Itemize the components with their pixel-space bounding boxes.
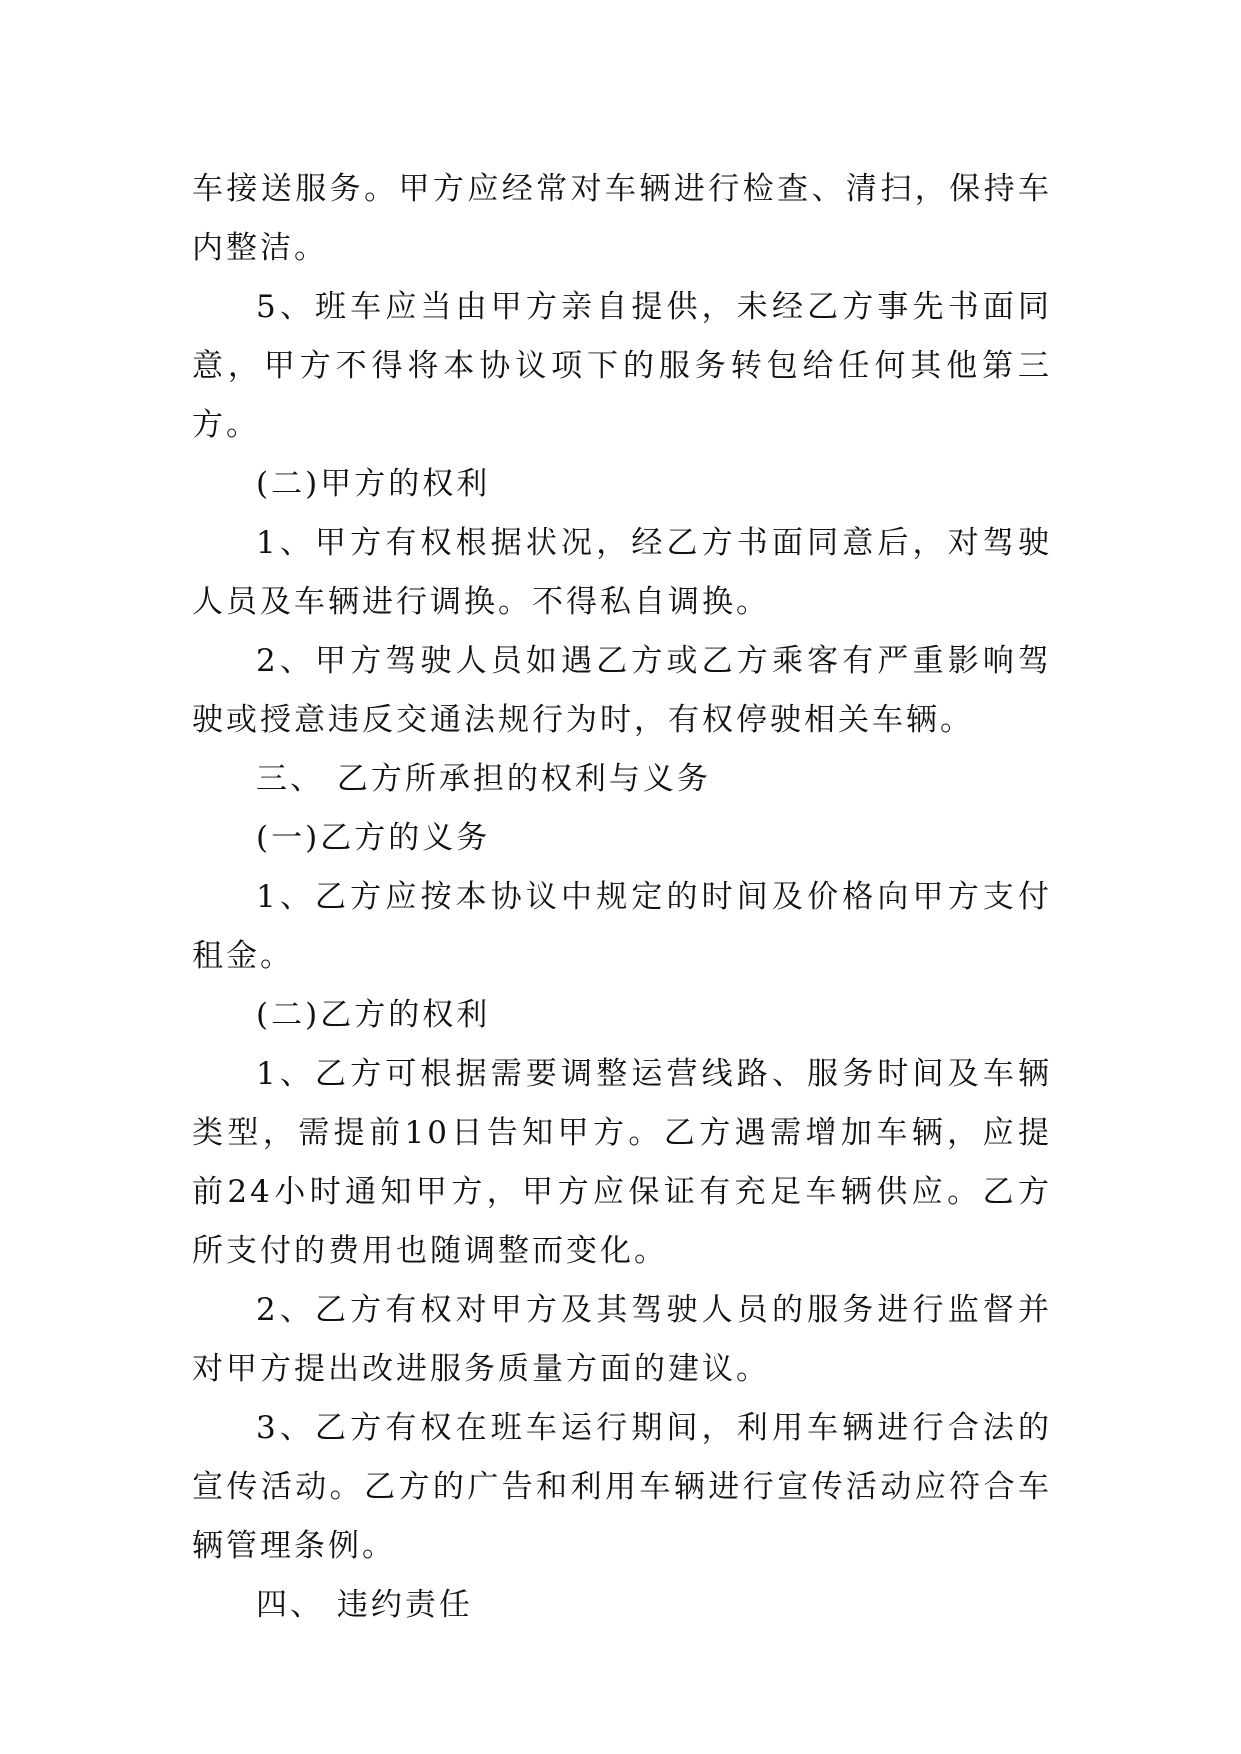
paragraph-party-b-right-1: 1、乙方可根据需要调整运营线路、服务时间及车辆类型，需提前10日告知甲方。乙方遇需增加车辆，应提前24小时通知甲方，甲方应保证有充足车辆供应。乙方所支付的费用也随调整而变化。 — [192, 1056, 1052, 1269]
heading-party-b-rights: (二)乙方的权利 — [256, 997, 491, 1033]
heading-section-4-liability: 四、 违约责任 — [256, 1587, 473, 1623]
paragraph-party-b-right-2: 2、乙方有权对甲方及其驾驶人员的服务进行监督并对甲方提出改进服务质量方面的建议。 — [192, 1292, 1052, 1387]
heading-party-b-obligations: (一)乙方的义务 — [256, 820, 491, 856]
paragraph-bus-service-cleaning: 车接送服务。甲方应经常对车辆进行检查、清扫，保持车内整洁。 — [192, 171, 1052, 266]
paragraph-clause-5-no-subcontract: 5、班车应当由甲方亲自提供，未经乙方事先书面同意，甲方不得将本协议项下的服务转包给任何其他第三方。 — [192, 289, 1052, 443]
document-body — [192, 160, 1052, 1635]
paragraph-party-b-obligation-1: 1、乙方应按本协议中规定的时间及价格向甲方支付租金。 — [192, 879, 1052, 974]
paragraph-party-b-right-3: 3、乙方有权在班车运行期间，利用车辆进行合法的宣传活动。乙方的广告和利用车辆进行宣传活动应符合车辆管理条例。 — [192, 1410, 1052, 1564]
paragraph-party-a-right-2: 2、甲方驾驶人员如遇乙方或乙方乘客有严重影响驾驶或授意违反交通法规行为时，有权停驶相关车辆。 — [192, 643, 1052, 738]
heading-section-3-party-b: 三、 乙方所承担的权利与义务 — [256, 761, 711, 797]
heading-party-a-rights: (二)甲方的权利 — [256, 466, 491, 502]
paragraph-party-a-right-1: 1、甲方有权根据状况，经乙方书面同意后，对驾驶人员及车辆进行调换。不得私自调换。 — [192, 525, 1052, 620]
